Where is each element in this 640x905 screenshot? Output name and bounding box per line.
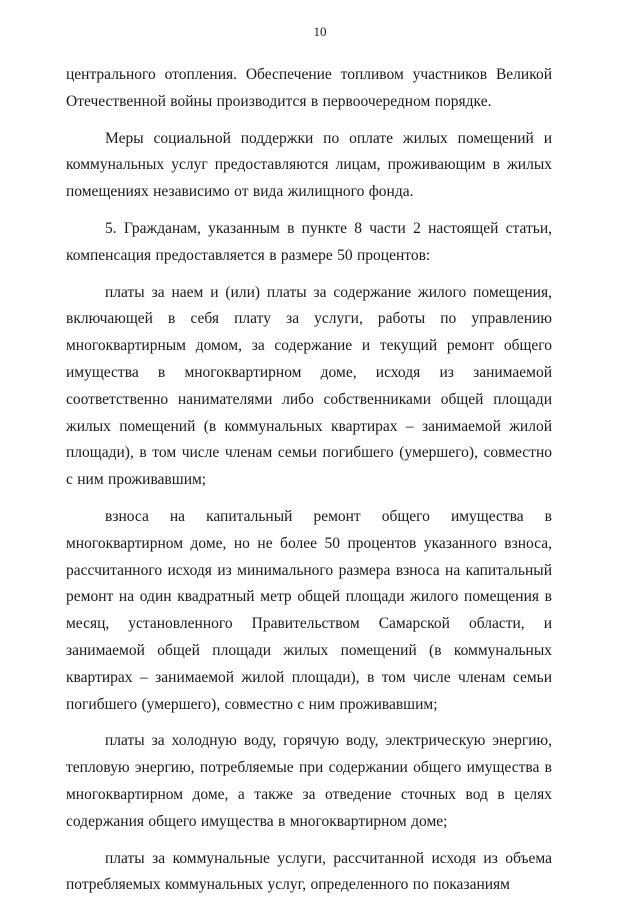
- paragraph-social-support: Меры социальной поддержки по оплате жилых помещений и коммунальных услуг предоставляются лицам, проживающим в жилых помещениях независимо от вида жилищного фонда.: [66, 129, 552, 201]
- paragraph-item-5: 5. Гражданам, указанным в пункте 8 части 2 настоящей статьи, компенсация предоставляется в размере 50 процентов:: [66, 219, 552, 264]
- paragraph-capital-repair: взноса на капитальный ремонт общего имущества в многоквартирном доме, но не более 50 процентов указанного взноса, рассчитанного исходя из минимального размера взноса на капитальный ремонт на один квадратный метр общей площади жилого помещения в месяц, установленного Правительством Самарской области, и занимаемой общей площади жилых помещений (в коммунальных квартирах – занимаемой жилой площади), в том числе членам семьи погибшего (умершего), совместно с ним проживавшим;: [66, 507, 552, 713]
- paragraph-continuation: центрального отопления. Обеспечение топливом участников Великой Отечественной войны производится в первоочередном порядке.: [66, 66, 552, 110]
- paragraph-communal-services: платы за коммунальные услуги, рассчитанной исходя из объема потребляемых коммунальных услуг, определенного по показаниям: [66, 849, 552, 894]
- paragraph-rent-payment: платы за наем и (или) платы за содержание жилого помещения, включающей в себя плату за услуги, работы по управлению многоквартирным домом, за содержание и текущий ремонт общего имущества в многоквартирном доме, исходя из занимаемой соответственно нанимателями либо собственниками общей площади жилых помещений (в коммунальных квартирах – занимаемой жилой площади), в том числе членам семьи погибшего (умершего), совместно с ним проживавшим;: [66, 283, 552, 489]
- page-number: 10: [313, 24, 327, 39]
- document-body: [66, 62, 552, 899]
- paragraph-utilities: платы за холодную воду, горячую воду, электрическую энергию, тепловую энергию, потребляемые при содержании общего имущества в многоквартирном доме, а также за отведение сточных вод в целях содержания общего имущества в многоквартирном доме;: [66, 732, 552, 830]
